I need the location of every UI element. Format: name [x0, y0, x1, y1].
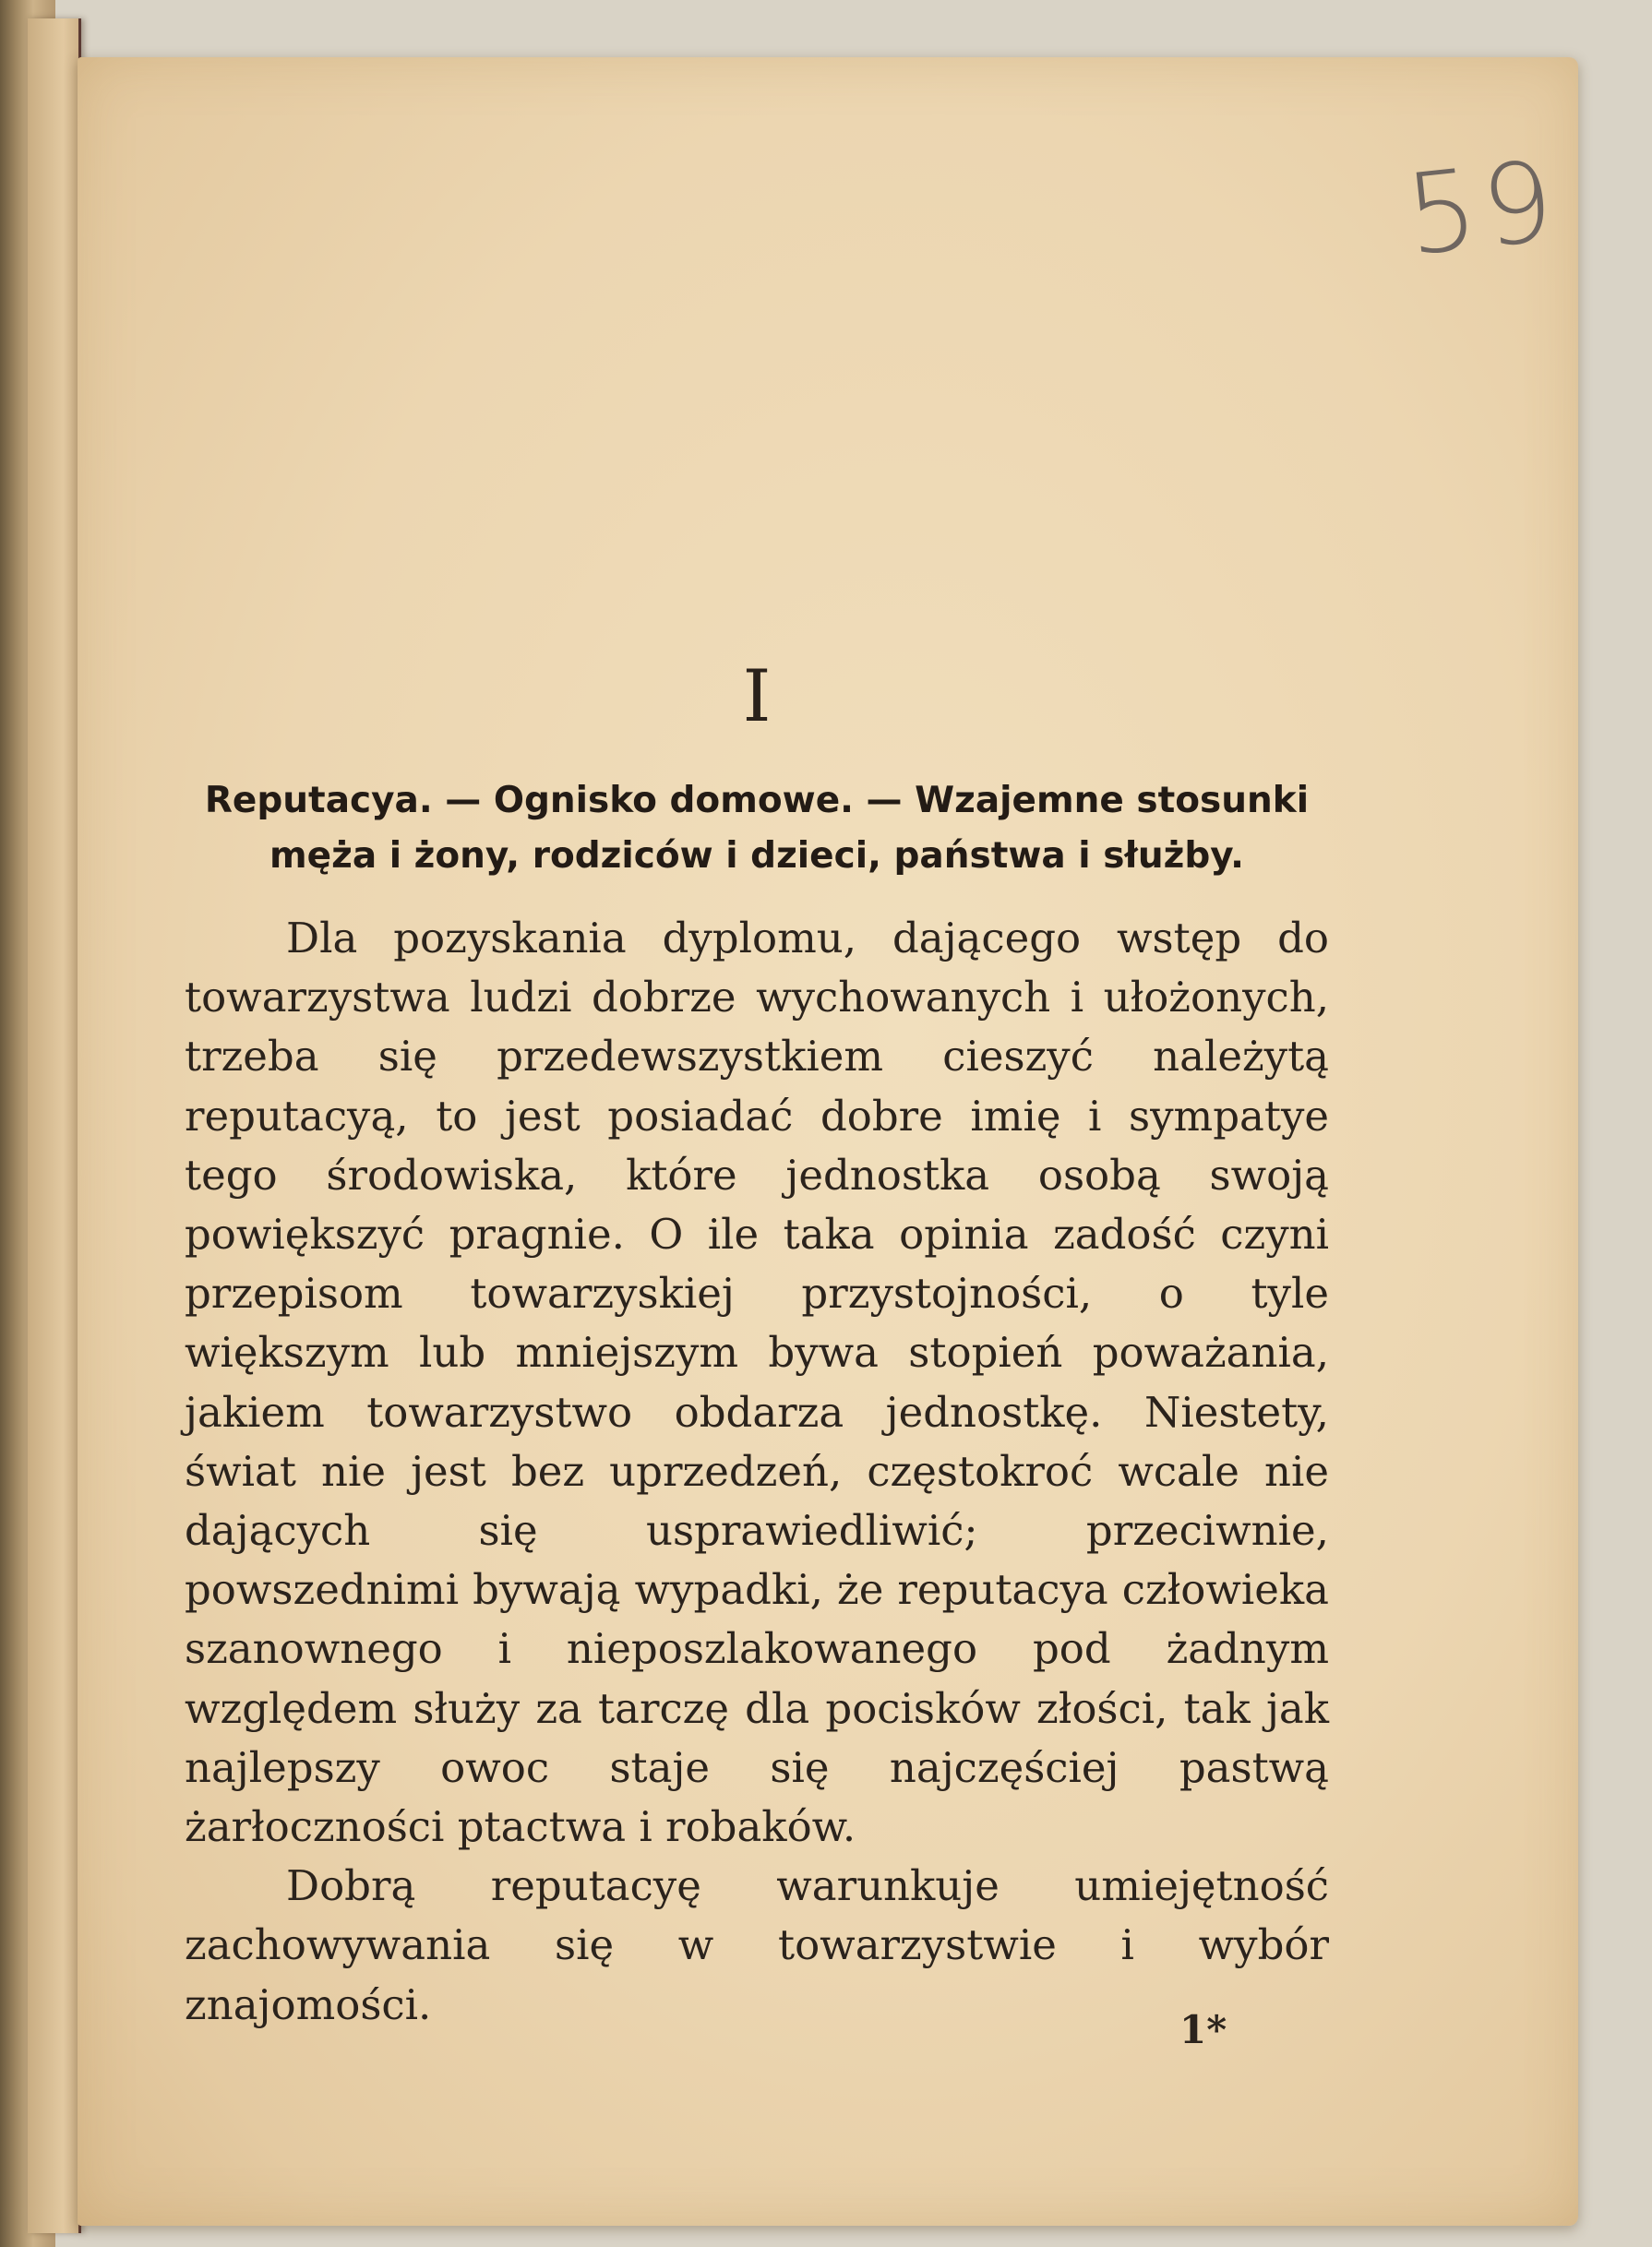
- body-text: [185, 909, 1329, 2035]
- heading-line: Reputacya. — Ognisko domowe. — Wzajemne stosunki: [204, 780, 1310, 821]
- pencil-page-number: 59: [1400, 137, 1565, 281]
- paragraph: Dobrą reputacyę warunkuje umiejętność zachowywania się w towarzystwie i wybór znajomości.: [185, 1861, 1329, 2029]
- chapter-numeral: I: [742, 655, 772, 738]
- signature-mark: 1*: [1179, 2007, 1227, 2052]
- chapter-heading: [189, 773, 1324, 884]
- paragraph: Dla pozyskania dyplomu, dającego wstęp do towarzystwa ludzi dobrze wychowanych i ułożonych, trzeba się przedewszystkiem cieszyć należytą reputacyą, to jest posiadać dobre imię i sympatye tego środowiska, które jednostka osobą swoją powiększyć pragnie. O ile taka opinia zadość czyni przepisom towarzyskiej przystojności, o tyle większym lub mniejszym bywa stopień poważania, jakiem towarzystwo obdarza jednostkę. Niestety, świat nie jest bez uprzedzeń, częstokroć wcale nie dających się usprawiedliwić; przeciwnie, powszednimi bywają wypadki, że reputacya człowieka szanownego i nieposzlakowanego pod żadnym względem służy za tarczę dla pocisków złości, tak jak najlepszy owoc staje się najczęściej pastwą żarłoczności ptactwa i robaków.: [185, 914, 1329, 1852]
- previous-page-edge: [28, 18, 81, 2233]
- heading-line: męża i żony, rodziców i dzieci, państwa i służby.: [269, 835, 1244, 877]
